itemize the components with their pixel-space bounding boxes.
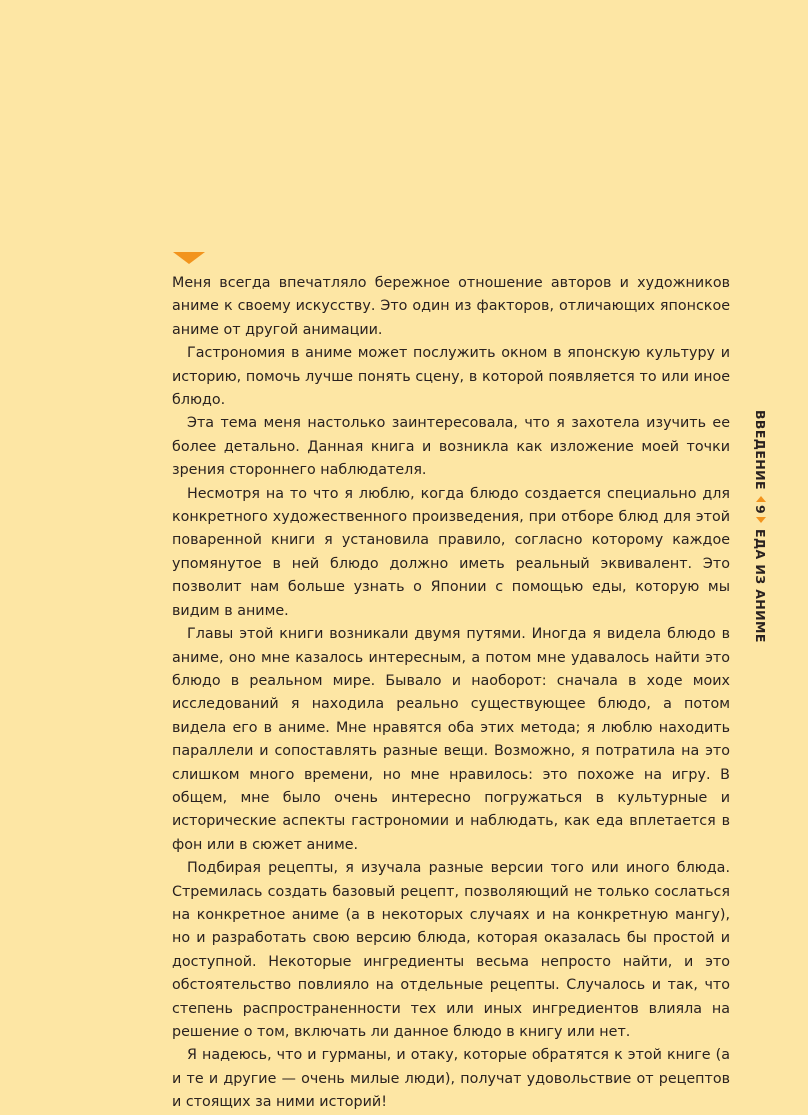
- section-name: ВВЕДЕНИЕ: [753, 410, 769, 490]
- paragraph-6: Подбирая рецепты, я изучала разные версии того или иного блюда. Стремилась создать базовый рецепт, позволяющий не только сослаться на конкретное аниме (а в некоторых случаях и на конкретную мангу), но и разработать свою версию блюда, которая оказалась бы простой и доступной. Некоторые ингредиенты весьма непросто найти, и это обстоятельство повлияло на отдельные рецепты. Случалось и так, что степень распространенности тех или иных ингредиентов влияла на решение о том, включать ли данное блюдо в книгу или нет.: [172, 860, 730, 1040]
- paragraph-1: Меня всегда впечатляло бережное отношение авторов и художников аниме к своему искусству. Это один из факторов, отличающих японское аниме от другой анимации.: [172, 275, 730, 338]
- chevron-left-icon: [756, 496, 766, 502]
- paragraph-3: Эта тема меня настолько заинтересовала, что я захотела изучить ее более детально. Данная книга и возникла как изложение моей точки зрения стороннего наблюдателя.: [172, 415, 730, 479]
- paragraph-5: Главы этой книги возникали двумя путями. Иногда я видела блюдо в аниме, оно мне казалось интересным, а потом мне удавалось найти это блюдо в реальном мире. Бывало и наоборот: сначала в ходе моих исследований я находила реально существующее блюдо, а потом видела его в аниме. Мне нравятся оба этих метода; я люблю находить параллели и сопоставлять разные вещи. Возможно, я потратила на это слишком много времени, но мне нравилось: это похоже на игру. В общем, мне было очень интересно погружаться в культурные и исторические аспекты гастрономии и наблюдать, как еда вплетается в фон или в сюжет аниме.: [172, 626, 730, 853]
- page-number: 9: [753, 504, 769, 515]
- paragraph-2: Гастрономия в аниме может послужить окном в японскую культуру и историю, помочь лучше понять сцену, в которой появляется то или иное блюдо.: [172, 345, 730, 409]
- book-title: ЕДА ИЗ АНИМЕ: [753, 529, 769, 643]
- introduction-text: [172, 272, 730, 1115]
- running-header: [752, 410, 770, 643]
- paragraph-7: Я надеюсь, что и гурманы, и отаку, которые обратятся к этой книге (а и те и другие — очень милые люди), получат удовольствие от рецептов и стоящих за ними историй!: [172, 1047, 730, 1111]
- paragraph-4: Несмотря на то что я люблю, когда блюдо создается специально для конкретного художественного произведения, при отборе блюд для этой поваренной книги я установила правило, согласно которому каждое упомянутое в ней блюдо должно иметь реальный эквивалент. Это позволит нам больше узнать о Японии с помощью еды, которую мы видим в аниме.: [172, 485, 730, 619]
- section-marker-triangle: [173, 252, 205, 264]
- chevron-right-icon: [756, 517, 766, 523]
